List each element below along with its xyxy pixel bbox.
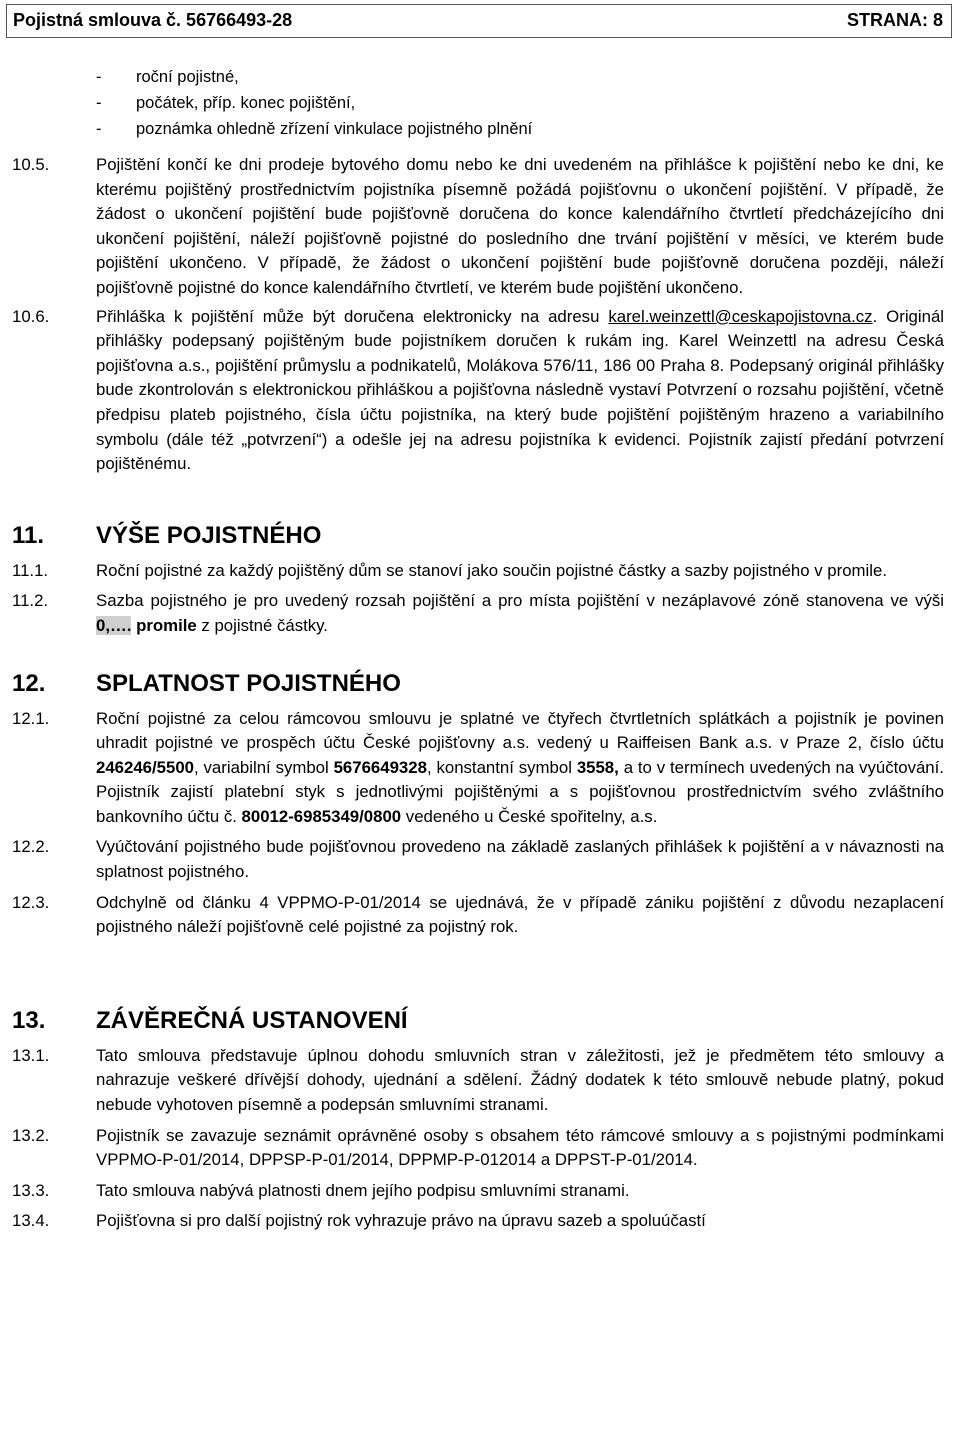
clause-number: 11.2. bbox=[12, 591, 49, 611]
section-11-heading bbox=[0, 521, 960, 551]
page-number: STRANA: 8 bbox=[846, 10, 943, 30]
clause-number: 13.3. bbox=[12, 1180, 50, 1200]
rate-value: 0,…. bbox=[96, 615, 132, 635]
document-body bbox=[0, 64, 960, 1234]
bullet-dash: - bbox=[96, 94, 102, 112]
constant-symbol: 3558, bbox=[576, 757, 619, 777]
clause-11-2 bbox=[0, 589, 960, 638]
section-title: ZÁVĚREČNÁ USTANOVENÍ bbox=[96, 1006, 408, 1034]
list-item-text: počátek, příp. konec pojištění, bbox=[136, 94, 356, 112]
clause-number: 12.3. bbox=[12, 892, 50, 912]
section-title: VÝŠE POJISTNÉHO bbox=[96, 521, 322, 549]
page-header bbox=[6, 4, 952, 38]
clause-number: 13.2. bbox=[12, 1125, 50, 1145]
clause-13-2 bbox=[0, 1124, 960, 1173]
clause-text: Pojistník se zavazuje seznámit oprávněné osoby s obsahem této rámcové smlouvy a s pojistnými podmínkami VPPMO-P-01/2014, DPPSP-P-01/2014, DPPMP-P-012014 a DPPST-P-01/2014. bbox=[96, 1125, 944, 1170]
clause-number: 13.4. bbox=[12, 1211, 50, 1231]
rate-unit: promile bbox=[136, 615, 197, 635]
section-number: 11. bbox=[12, 521, 45, 549]
clause-13-3 bbox=[0, 1179, 960, 1204]
clause-13-4 bbox=[0, 1209, 960, 1234]
bullet-dash: - bbox=[96, 68, 102, 86]
clause-number: 12.2. bbox=[12, 837, 50, 857]
clause-text: , variabilní symbol bbox=[194, 757, 329, 777]
section-title: SPLATNOST POJISTNÉHO bbox=[96, 669, 401, 697]
clause-10-5 bbox=[0, 153, 960, 301]
clause-text: Roční pojistné za celou rámcovou smlouvu je splatné ve čtyřech čtvrtletních splátkách a pojistník je povinen uhradit pojistné ve prospěch účtu České pojišťovny a.s. vedený u Raiffeisen Bank a.s. v Praze 2, číslo účtu bbox=[96, 708, 944, 753]
clause-number: 10.5. bbox=[12, 155, 50, 174]
clause-12-3 bbox=[0, 891, 960, 940]
account-number: 246246/5500 bbox=[96, 757, 194, 777]
section-12-heading bbox=[0, 669, 960, 699]
clause-text: Tato smlouva nabývá platnosti dnem jejího podpisu smluvními stranami. bbox=[96, 1180, 630, 1200]
clause-text: Tato smlouva představuje úplnou dohodu smluvních stran v záležitosti, jež je předmětem této smlouvy a nahrazuje veškeré dřívější dohody, ujednání a sdělení. Žádný dodatek k této smlouvě nebude platný, pokud nebude vyhotoven písemně a podepsán smluvními stranami. bbox=[96, 1045, 944, 1115]
list-item bbox=[96, 64, 960, 90]
variable-symbol: 5676649328 bbox=[333, 757, 427, 777]
clause-text: , konstantní symbol bbox=[426, 757, 572, 777]
clause-11-1 bbox=[0, 559, 960, 584]
list-item-text: roční pojistné, bbox=[136, 68, 239, 86]
clause-text: Odchylně od článku 4 VPPMO-P-01/2014 se ujednává, že v případě zániku pojištění z důvodu nezaplacení pojistného náleží pojišťovně celé pojistné za pojistný rok. bbox=[96, 892, 944, 937]
clause-text: Pojištění končí ke dni prodeje bytového domu nebo ke dni uvedeném na přihlášce k pojištění nebo ke dni, ke kterému pojištěný prostřednictvím pojistníka písemně požádá pojišťovnu o ukončení pojištění. V případě, že žádost o ukončení pojištění bude pojišťovně doručena do konce kalendářního čtvrtletí předcházejícího dni ukončení pojištění, náleží pojišťovně pojistné do posledního dne trvání pojištění v měsíci, ve kterém bude pojištění ukončeno. V případě, že žádost o ukončení pojištění bude pojišťovně doručena později, náleží pojišťovně pojistné do konce kalendářního čtvrtletí, ve kterém bude pojištění ukončeno. bbox=[96, 155, 944, 297]
list-item bbox=[96, 90, 960, 116]
list-item-text: poznámka ohledně zřízení vinkulace pojistného plnění bbox=[136, 120, 533, 138]
clause-text: Sazba pojistného je pro uvedený rozsah pojištění a pro místa pojištění v nezáplavové zóně stanovena ve výši bbox=[96, 591, 944, 611]
clause-number: 12.1. bbox=[12, 708, 50, 728]
clause-12-2 bbox=[0, 835, 960, 884]
list-item bbox=[96, 116, 960, 142]
clause-text: Přihláška k pojištění může být doručena elektronicky na adresu bbox=[96, 306, 600, 326]
document-title: Pojistná smlouva č. 56766493-28 bbox=[13, 10, 293, 30]
clause-text: z pojistné částky. bbox=[201, 615, 328, 635]
clause-12-1 bbox=[0, 707, 960, 830]
clause-10-6 bbox=[0, 305, 960, 477]
clause-number: 11.1. bbox=[12, 560, 49, 580]
clause-number: 13.1. bbox=[12, 1045, 50, 1065]
bullet-dash: - bbox=[96, 120, 102, 138]
email-link[interactable]: karel.weinzettl@ceskapojistovna.cz bbox=[608, 306, 873, 326]
bank-account-number: 80012-6985349/0800 bbox=[241, 806, 402, 826]
clause-text: . Originál přihlášky podepsaný pojištěným bude pojistníkem doručen k rukám ing. Karel Weinzettl na adresu Česká pojišťovna a.s., pojištění průmyslu a podnikatelů, Molákova 576/11, 186 00 Praha 8. Podepsaný originál přihlášky bude zkontrolován s elektronickou přihláškou a pojišťovna následně vystaví Potvrzení o rozsahu pojištění, včetně předpisu plateb pojistného, čísla účtu pojistníka, na který bude pojištění pojištěným hrazeno a variabilního symbolu (dále též „potvrzení“) a odešle jej na adresu pojistníka k evidenci. Pojistník zajistí předání potvrzení pojištěnému. bbox=[96, 306, 945, 474]
clause-text: a to v termínech uvedených na vyúčtování. Pojistník zajistí platební styk s jednotlivými pojištěnými a s pojišťovnou prostřednictvím svého zvláštního bankovního účtu č. bbox=[96, 757, 944, 826]
section-13-heading bbox=[0, 1006, 960, 1036]
section-number: 13. bbox=[12, 1006, 46, 1034]
clause-text: Roční pojistné za každý pojištěný dům se stanoví jako součin pojistné částky a sazby pojistného v promile. bbox=[96, 560, 887, 580]
clause-text: Vyúčtování pojistného bude pojišťovnou provedeno na základě zaslaných přihlášek k pojištění a v návaznosti na splatnost pojistného. bbox=[96, 837, 944, 882]
clause-text: vedeného u České spořitelny, a.s. bbox=[405, 806, 658, 826]
clause-13-1 bbox=[0, 1044, 960, 1118]
clause-number: 10.6. bbox=[12, 306, 50, 326]
section-number: 12. bbox=[12, 669, 46, 697]
bullet-list bbox=[96, 64, 960, 142]
clause-text: Pojišťovna si pro další pojistný rok vyhrazuje právo na úpravu sazeb a spoluúčastí bbox=[96, 1211, 706, 1231]
